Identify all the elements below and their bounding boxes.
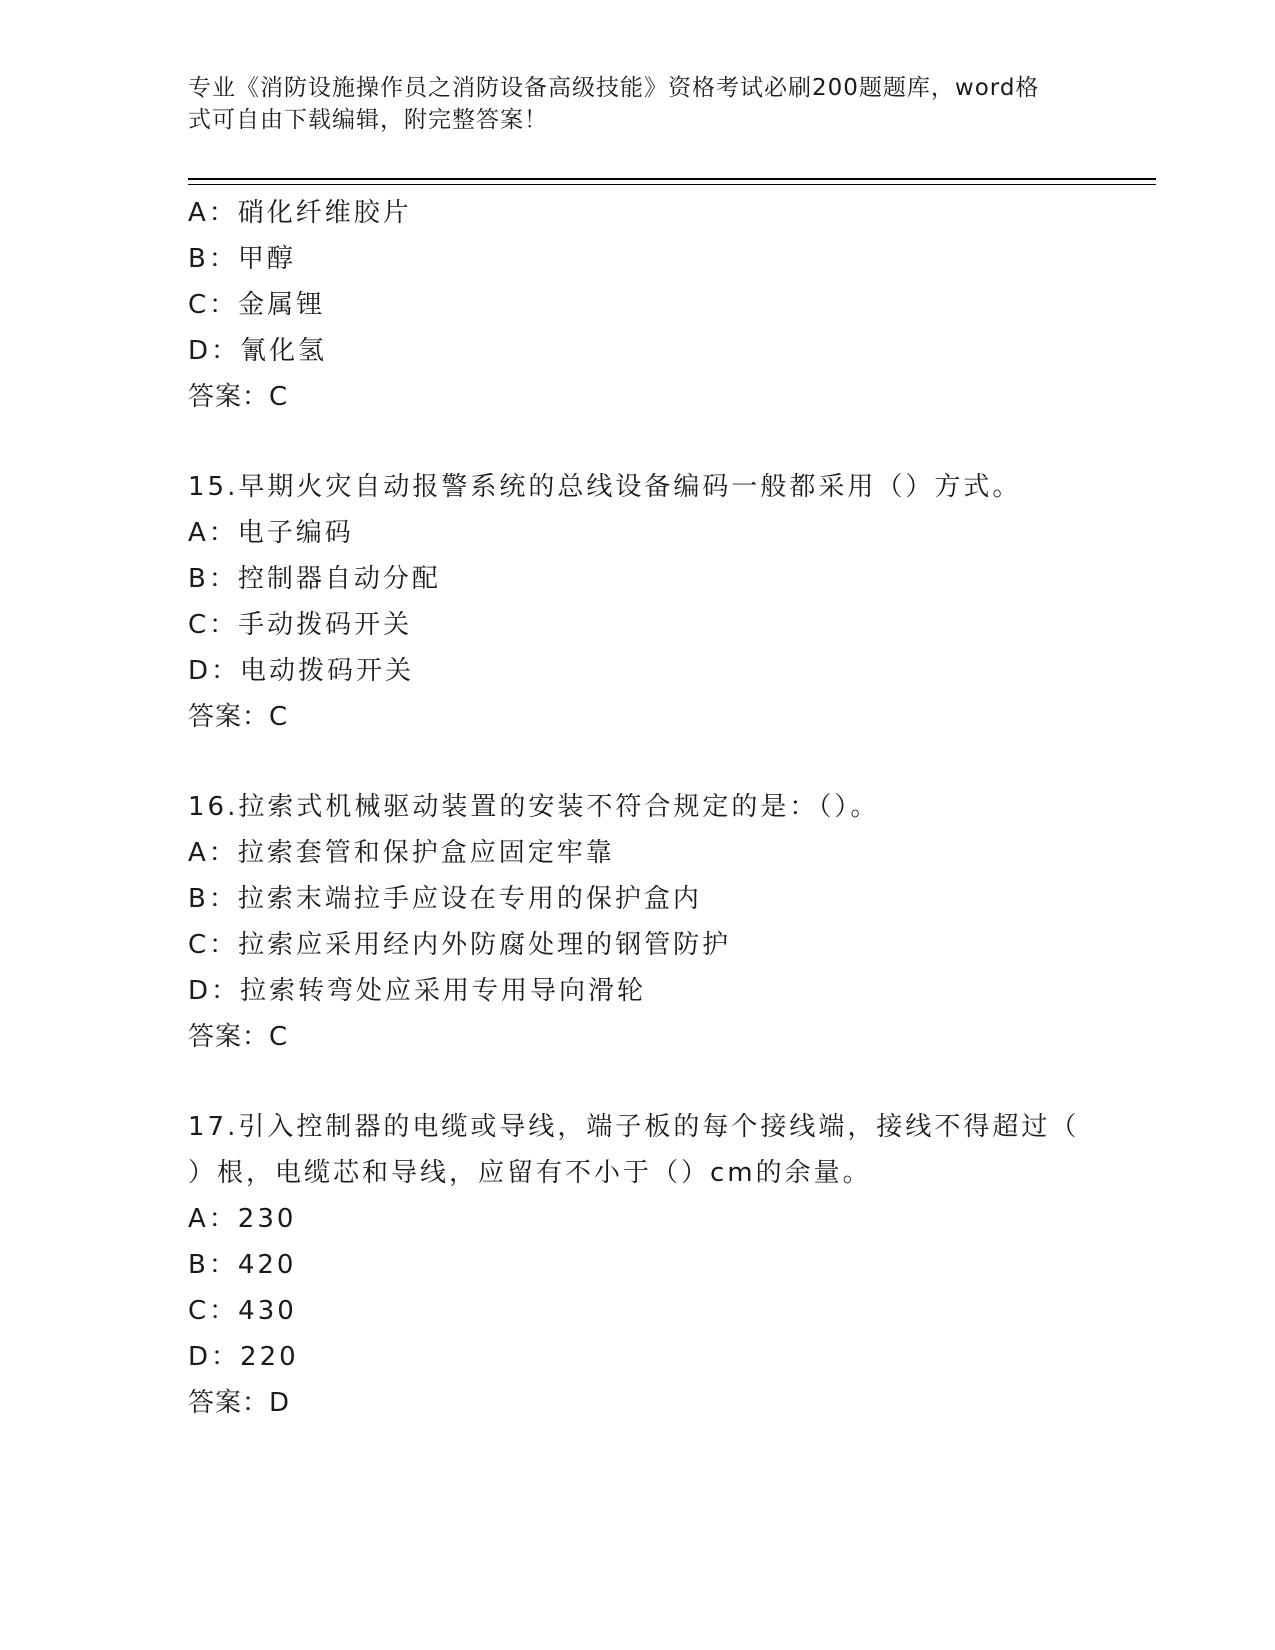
option-d: D：220: [188, 1342, 299, 1372]
header-line-1: 专业《消防设施操作员之消防设备高级技能》资格考试必刷200题题库，word格: [188, 75, 1040, 101]
answer-line: 答案：D: [188, 1388, 291, 1418]
option-c: C：手动拨码开关: [188, 610, 413, 640]
spacer: [188, 740, 1118, 784]
option-c: C：金属锂: [188, 290, 326, 320]
question-block-17: [188, 1104, 1118, 1426]
question-text-line-1: 17.引入控制器的电缆或导线，端子板的每个接线端，接线不得超过（: [188, 1112, 1080, 1142]
question-block-15: [188, 464, 1118, 740]
question-text: 15.早期火灾自动报警系统的总线设备编码一般都采用（）方式。: [188, 472, 1022, 502]
answer-line: 答案：C: [188, 702, 289, 732]
option-a: A：230: [188, 1204, 297, 1234]
option-b: B：420: [188, 1250, 297, 1280]
document-header: [188, 72, 1068, 136]
question-text-line-2: ）根，电缆芯和导线，应留有不小于（）cm的余量。: [188, 1158, 872, 1188]
option-c: C：430: [188, 1296, 297, 1326]
option-a: A：电子编码: [188, 518, 354, 548]
answer-line: 答案：C: [188, 1022, 289, 1052]
question-content: [188, 190, 1118, 1426]
option-a: A：硝化纤维胶片: [188, 198, 412, 228]
spacer: [188, 420, 1118, 464]
spacer: [188, 1060, 1118, 1104]
option-b: B：甲醇: [188, 244, 296, 274]
question-block-14: [188, 190, 1118, 420]
option-d: D：拉索转弯处应采用专用导向滑轮: [188, 976, 647, 1006]
answer-line: 答案：C: [188, 382, 289, 412]
header-line-2: 式可自由下载编辑，附完整答案！: [188, 107, 548, 133]
option-d: D：氰化氢: [188, 336, 328, 366]
question-block-16: [188, 784, 1118, 1060]
option-d: D：电动拨码开关: [188, 656, 415, 686]
option-b: B：拉索末端拉手应设在专用的保护盒内: [188, 884, 702, 914]
option-a: A：拉索套管和保护盒应固定牢靠: [188, 838, 615, 868]
option-c: C：拉索应采用经内外防腐处理的钢管防护: [188, 930, 732, 960]
question-text: 16.拉索式机械驱动装置的安装不符合规定的是：（）。: [188, 792, 880, 822]
header-divider: [188, 178, 1156, 185]
option-b: B：控制器自动分配: [188, 564, 441, 594]
